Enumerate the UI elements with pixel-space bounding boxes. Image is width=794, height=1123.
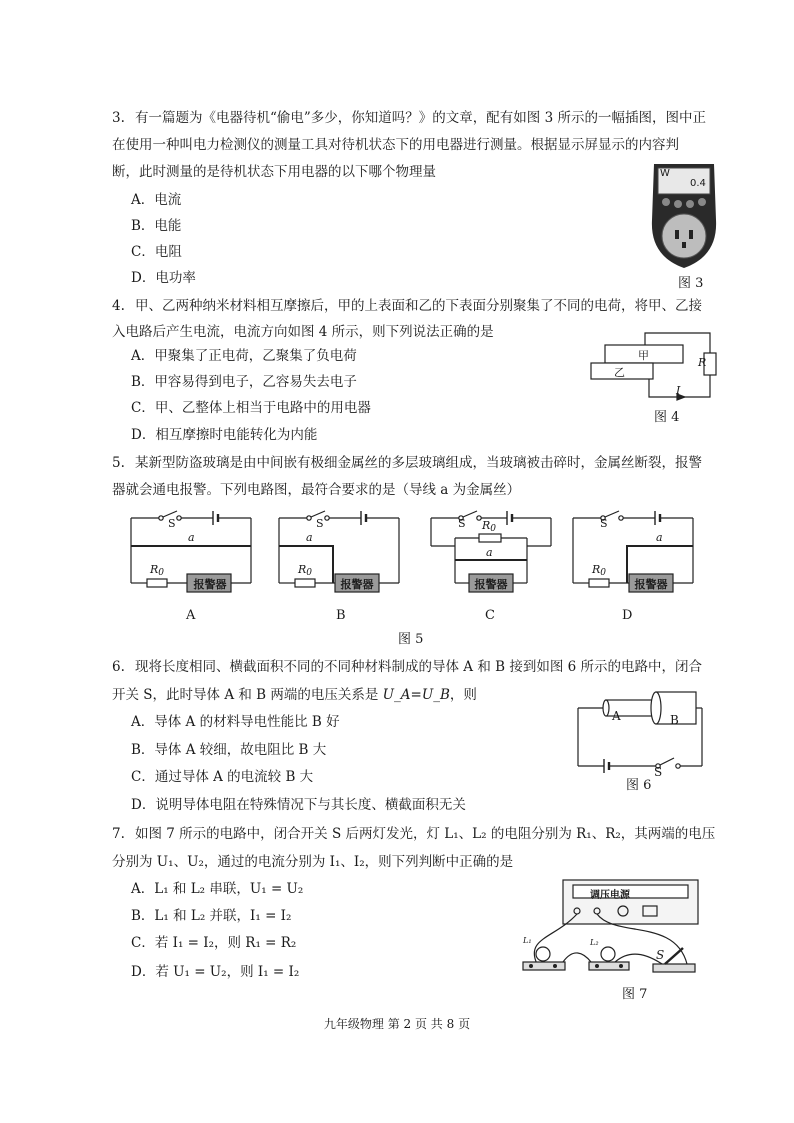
q3-option-a: A．电流 xyxy=(131,192,182,208)
q6-option-d: D．说明导体电阻在特殊情况下与其长度、横截面积无关 xyxy=(131,797,466,813)
figure-7-label-s: S xyxy=(656,948,665,962)
fig5-c-switch: S xyxy=(458,517,466,530)
q4-option-d: D．相互摩擦时电能转化为内能 xyxy=(131,427,318,443)
q7-number: 7. xyxy=(112,826,125,842)
q3-number: 3. xyxy=(112,110,125,126)
figure-7-power-supply: 调压电源 xyxy=(590,890,630,901)
fig5-a-switch: S xyxy=(168,517,176,530)
q4-option-b: B．甲容易得到电子，乙容易失去电子 xyxy=(131,374,357,390)
q7-option-b: B．L₁ 和 L₂ 并联，I₁ = I₂ xyxy=(131,908,292,924)
fig5-label-a: A xyxy=(186,608,196,623)
q7-option-c: C．若 I₁ = I₂，则 R₁ = R₂ xyxy=(131,935,297,951)
fig5-d-alarm: 报警器 xyxy=(634,578,668,591)
figure-4-label-r: R xyxy=(698,356,707,369)
fig5-d-switch: S xyxy=(600,517,608,530)
q3-option-c: C．电阻 xyxy=(131,244,182,260)
figure-4-label-jia: 甲 xyxy=(638,349,649,362)
fig5-label-c: C xyxy=(485,608,495,623)
fig5-b-alarm: 报警器 xyxy=(340,578,374,591)
q5-line1: 某新型防盗玻璃是由中间嵌有极细金属丝的多层玻璃组成，当玻璃被击碎时，金属丝断裂，报警 xyxy=(135,455,702,471)
fig5-a-wire: a xyxy=(188,531,195,544)
figure-3-power-meter xyxy=(648,160,720,272)
figure-7-caption: 图 7 xyxy=(622,987,648,1002)
fig5-a-alarm: 报警器 xyxy=(193,578,227,591)
page-footer: 九年级物理 第 2 页 共 8 页 xyxy=(323,1017,471,1031)
figure-4-label-i: I xyxy=(676,384,681,397)
figure-7-label-l1: L₁ xyxy=(523,936,532,945)
figure-4-label-yi: 乙 xyxy=(614,366,625,379)
figure-6-label-a: A xyxy=(612,709,621,723)
q3-line3: 断，此时测量的是待机状态下用电器的以下哪个物理量 xyxy=(112,164,436,180)
q6-option-b: B．导体 A 较细，故电阻比 B 大 xyxy=(131,742,327,758)
q4-option-a: A．甲聚集了正电荷，乙聚集了负电荷 xyxy=(131,348,357,364)
figure-6-circuit xyxy=(572,688,712,780)
fig5-a-resistor: $R_0$ xyxy=(150,563,165,578)
q4-line1: 甲、乙两种纳米材料相互摩擦后，甲的上表面和乙的下表面分别聚集了不同的电荷，将甲、乙接 xyxy=(135,298,702,314)
q4-line2: 入电路后产生电流，电流方向如图 4 所示，则下列说法正确的是 xyxy=(112,324,494,340)
figure-5-caption: 图 5 xyxy=(398,632,424,647)
q6-option-a: A．导体 A 的材料导电性能比 B 好 xyxy=(131,714,340,730)
figure-4-caption: 图 4 xyxy=(654,410,680,425)
q6-option-c: C．通过导体 A 的电流较 B 大 xyxy=(131,769,314,785)
q5-line2: 器就会通电报警。下列电路图，最符合要求的是（导线 a 为金属丝） xyxy=(112,482,521,498)
figure-6-label-s: S xyxy=(654,765,663,779)
figure-7-label-l2: L₂ xyxy=(590,938,599,947)
fig5-label-b: B xyxy=(336,608,346,623)
q7-line2: 分别为 U₁、U₂，通过的电流分别为 I₁、I₂，则下列判断中正确的是 xyxy=(112,854,514,870)
q6-line2: 开关 S，此时导体 A 和 B 两端的电压关系是 U_A=U_B，则 xyxy=(112,687,477,703)
q6-number: 6. xyxy=(112,659,125,675)
q3-option-d: D．电功率 xyxy=(131,270,196,286)
q4-number: 4. xyxy=(112,298,125,314)
q6-line1: 现将长度相同、横截面积不同的不同种材料制成的导体 A 和 B 接到如图 6 所示的电路中，闭合 xyxy=(135,659,703,675)
fig5-d-wire: a xyxy=(656,531,663,544)
q7-line1: 如图 7 所示的电路中，闭合开关 S 后两灯发光，灯 L₁、L₂ 的电阻分别为 R₁、R₂，其两端的电压 xyxy=(135,826,716,842)
fig5-b-switch: S xyxy=(316,517,324,530)
fig5-label-d: D xyxy=(622,608,633,623)
q3-line1: 有一篇题为《电器待机“偷电”多少，你知道吗？》的文章，配有如图 3 所示的一幅插图，图中正 xyxy=(135,110,706,126)
fig5-c-resistor: $R_0$ xyxy=(482,519,497,534)
fig5-b-wire: a xyxy=(306,531,313,544)
q7-option-d: D．若 U₁ = U₂，则 I₁ = I₂ xyxy=(131,964,300,980)
q5-number: 5. xyxy=(112,455,125,471)
figure-6-caption: 图 6 xyxy=(626,778,652,793)
q3-option-b: B．电能 xyxy=(131,218,182,234)
q7-option-a: A．L₁ 和 L₂ 串联，U₁ = U₂ xyxy=(131,881,304,897)
q3-line2: 在使用一种叫电力检测仪的测量工具对待机状态下的用电器进行测量。根据显示屏显示的内容判 xyxy=(112,137,679,153)
meter-unit: W xyxy=(660,168,670,179)
fig5-d-resistor: $R_0$ xyxy=(592,563,607,578)
q6-voltage-relation: U_A=U_B xyxy=(382,687,450,703)
fig5-c-alarm: 报警器 xyxy=(474,578,508,591)
figure-6-label-b: B xyxy=(670,713,679,727)
meter-reading: 0.4 xyxy=(690,178,706,189)
q4-option-c: C．甲、乙整体上相当于电路中的用电器 xyxy=(131,400,371,416)
fig5-c-wire: a xyxy=(486,546,493,559)
fig5-b-resistor: $R_0$ xyxy=(298,563,313,578)
figure-3-caption: 图 3 xyxy=(678,276,704,291)
